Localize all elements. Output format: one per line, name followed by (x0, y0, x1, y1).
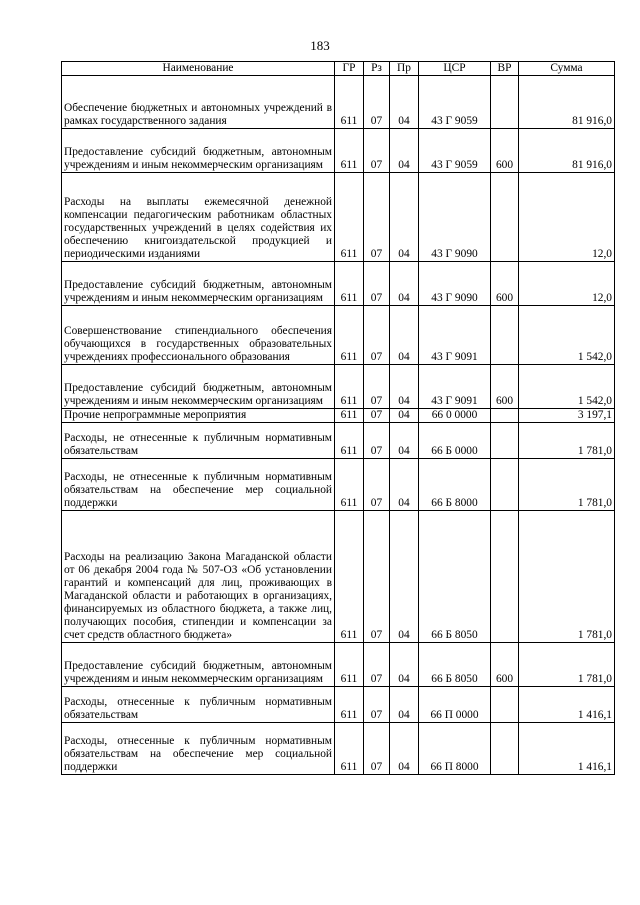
row-sum: 1 542,0 (519, 306, 615, 365)
row-vr (491, 423, 519, 459)
table-row (62, 687, 615, 723)
table-row (62, 423, 615, 459)
row-gr: 611 (335, 409, 364, 423)
row-sum: 1 781,0 (519, 511, 615, 643)
row-pr: 04 (390, 365, 419, 409)
budget-table (61, 61, 615, 775)
row-vr (491, 687, 519, 723)
row-vr (491, 306, 519, 365)
row-csr: 43 Г 9059 (419, 76, 491, 129)
row-gr: 611 (335, 129, 364, 173)
row-name: Совершенствование стипендиального обеспечения обучающихся в государственных образовательных учреждениях профессионального образования (62, 306, 335, 365)
row-pr: 04 (390, 306, 419, 365)
row-pr: 04 (390, 76, 419, 129)
row-sum: 1 416,1 (519, 687, 615, 723)
row-csr: 66 0 0000 (419, 409, 491, 423)
row-rz: 07 (364, 76, 390, 129)
row-csr: 43 Г 9059 (419, 129, 491, 173)
row-gr: 611 (335, 459, 364, 511)
table-row (62, 459, 615, 511)
row-name: Предоставление субсидий бюджетным, автономным учреждениям и иным некоммерческим организациям (62, 365, 335, 409)
row-name: Обеспечение бюджетных и автономных учреждений в рамках государственного задания (62, 76, 335, 129)
row-csr: 66 Б 0000 (419, 423, 491, 459)
row-rz: 07 (364, 643, 390, 687)
row-rz: 07 (364, 262, 390, 306)
table-row (62, 365, 615, 409)
row-csr: 43 Г 9091 (419, 306, 491, 365)
row-gr: 611 (335, 365, 364, 409)
row-sum: 81 916,0 (519, 76, 615, 129)
table-header-row (62, 62, 615, 76)
row-rz: 07 (364, 423, 390, 459)
row-name: Расходы, отнесенные к публичным нормативным обязательствам (62, 687, 335, 723)
row-sum: 12,0 (519, 262, 615, 306)
table-body (62, 76, 615, 775)
row-vr (491, 459, 519, 511)
table-row (62, 723, 615, 775)
row-rz: 07 (364, 687, 390, 723)
header-gr: ГР (335, 62, 364, 76)
row-name: Предоставление субсидий бюджетным, автономным учреждениям и иным некоммерческим организациям (62, 129, 335, 173)
row-vr: 600 (491, 365, 519, 409)
row-sum: 1 542,0 (519, 365, 615, 409)
row-rz: 07 (364, 409, 390, 423)
row-gr: 611 (335, 306, 364, 365)
row-sum: 1 781,0 (519, 643, 615, 687)
row-pr: 04 (390, 423, 419, 459)
table-row (62, 409, 615, 423)
row-pr: 04 (390, 409, 419, 423)
row-rz: 07 (364, 129, 390, 173)
row-csr: 66 П 8000 (419, 723, 491, 775)
table-row (62, 262, 615, 306)
header-rz: Рз (364, 62, 390, 76)
row-gr: 611 (335, 511, 364, 643)
row-name: Расходы на выплаты ежемесячной денежной компенсации педагогическим работникам областных государственных учреждений в целях содействия их обеспечению книгоиздательской продукцией и периодическими изданиями (62, 173, 335, 262)
row-vr: 600 (491, 643, 519, 687)
header-csr: ЦСР (419, 62, 491, 76)
row-rz: 07 (364, 173, 390, 262)
row-vr: 600 (491, 129, 519, 173)
row-pr: 04 (390, 262, 419, 306)
row-csr: 66 П 0000 (419, 687, 491, 723)
row-gr: 611 (335, 723, 364, 775)
table-row (62, 306, 615, 365)
row-pr: 04 (390, 511, 419, 643)
row-sum: 1 416,1 (519, 723, 615, 775)
row-gr: 611 (335, 76, 364, 129)
table-row (62, 129, 615, 173)
header-name: Наименование (62, 62, 335, 76)
row-name: Расходы, не отнесенные к публичным нормативным обязательствам на обеспечение мер социальной поддержки (62, 459, 335, 511)
row-sum: 81 916,0 (519, 129, 615, 173)
row-pr: 04 (390, 643, 419, 687)
table-row (62, 511, 615, 643)
row-rz: 07 (364, 723, 390, 775)
row-gr: 611 (335, 643, 364, 687)
row-csr: 43 Г 9091 (419, 365, 491, 409)
row-name: Расходы, не отнесенные к публичным нормативным обязательствам (62, 423, 335, 459)
row-rz: 07 (364, 306, 390, 365)
row-pr: 04 (390, 459, 419, 511)
row-rz: 07 (364, 511, 390, 643)
header-vr: ВР (491, 62, 519, 76)
row-csr: 66 Б 8050 (419, 643, 491, 687)
page-number: 183 (310, 38, 330, 53)
row-vr (491, 173, 519, 262)
row-rz: 07 (364, 365, 390, 409)
row-vr: 600 (491, 262, 519, 306)
row-gr: 611 (335, 173, 364, 262)
row-gr: 611 (335, 687, 364, 723)
table-row (62, 643, 615, 687)
row-name: Предоставление субсидий бюджетным, автономным учреждениям и иным некоммерческим организациям (62, 643, 335, 687)
row-gr: 611 (335, 423, 364, 459)
row-vr (491, 76, 519, 129)
table-row (62, 173, 615, 262)
row-csr: 66 Б 8000 (419, 459, 491, 511)
row-name: Расходы на реализацию Закона Магаданской области от 06 декабря 2004 года № 507-ОЗ «Об установлении гарантий и компенсаций для лиц, проживающих в Магаданской области и работающих в организациях, финансируемых из областного бюджета, а также лиц, получающих пособия, стипендии и компенсации за счет средств областного бюджета» (62, 511, 335, 643)
row-sum: 3 197,1 (519, 409, 615, 423)
table-row (62, 76, 615, 129)
row-name: Прочие непрограммные мероприятия (62, 409, 335, 423)
row-vr (491, 723, 519, 775)
row-sum: 1 781,0 (519, 459, 615, 511)
row-name: Предоставление субсидий бюджетным, автономным учреждениям и иным некоммерческим организациям (62, 262, 335, 306)
row-sum: 12,0 (519, 173, 615, 262)
row-sum: 1 781,0 (519, 423, 615, 459)
header-pr: Пр (390, 62, 419, 76)
row-pr: 04 (390, 173, 419, 262)
row-csr: 43 Г 9090 (419, 173, 491, 262)
row-vr (491, 409, 519, 423)
header-sum: Сумма (519, 62, 615, 76)
row-pr: 04 (390, 129, 419, 173)
row-vr (491, 511, 519, 643)
row-pr: 04 (390, 687, 419, 723)
row-csr: 43 Г 9090 (419, 262, 491, 306)
row-pr: 04 (390, 723, 419, 775)
row-name: Расходы, отнесенные к публичным нормативным обязательствам на обеспечение мер социальной поддержки (62, 723, 335, 775)
row-gr: 611 (335, 262, 364, 306)
row-csr: 66 Б 8050 (419, 511, 491, 643)
row-rz: 07 (364, 459, 390, 511)
